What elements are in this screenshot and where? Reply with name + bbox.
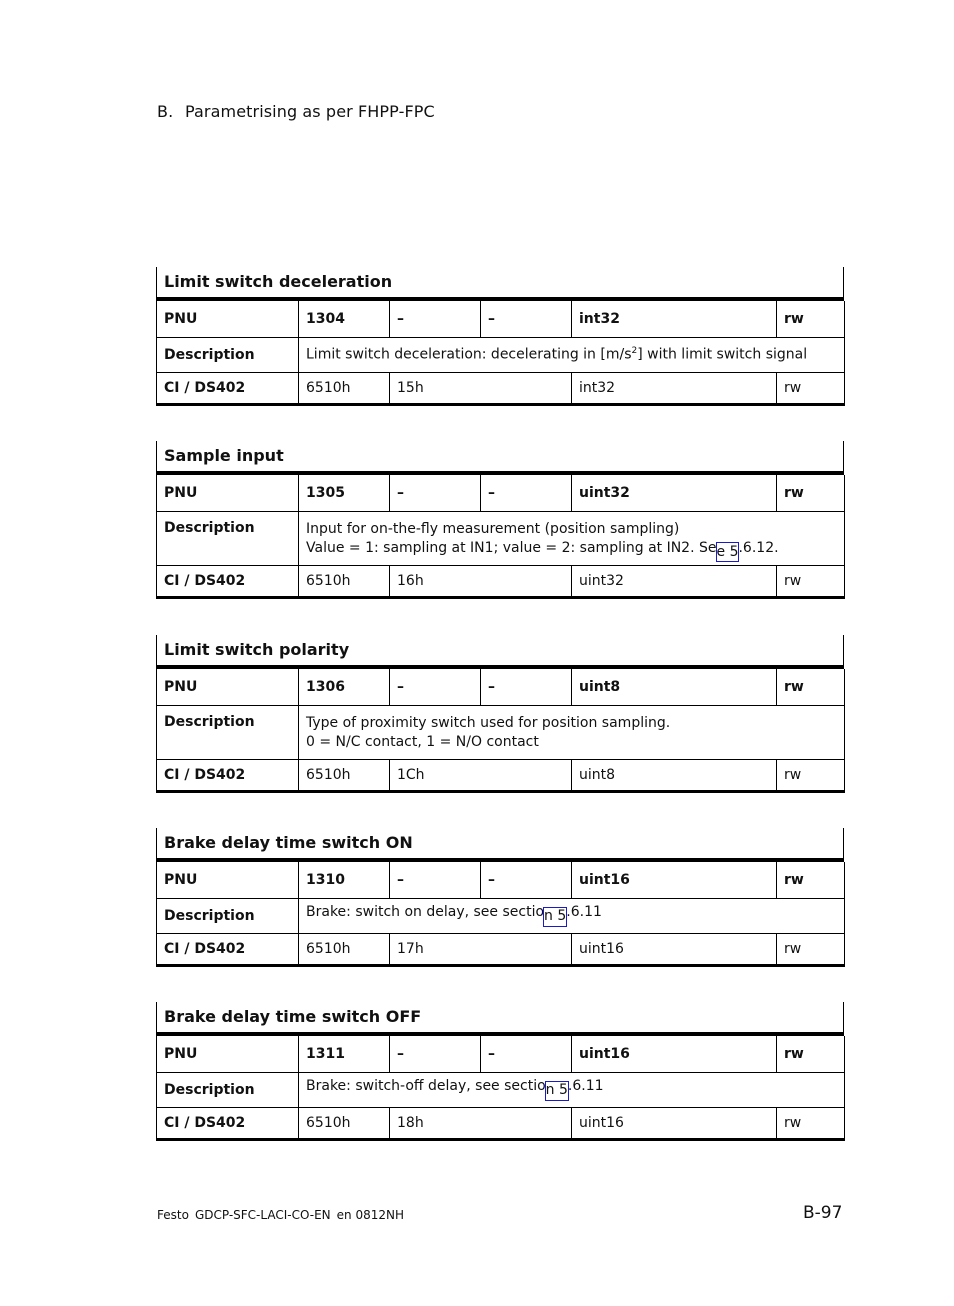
block-title: Limit switch polarity: [156, 635, 844, 669]
pnu-label: PNU: [157, 1036, 299, 1072]
pnu-value: 1305: [299, 475, 390, 511]
pnu-row: [157, 669, 845, 705]
pnu-type: int32: [572, 301, 777, 337]
desc-line-1: Type of proximity switch used for position sampling.: [306, 714, 671, 731]
block-title: Brake delay time switch ON: [156, 828, 844, 862]
ci-access: rw: [777, 565, 845, 597]
ci-row: [157, 759, 845, 791]
param-block-sample-input: [156, 441, 844, 599]
ci-subindex: 15h: [390, 372, 572, 404]
pnu-value: 1306: [299, 669, 390, 705]
footer-doc-id: GDCP-SFC-LACI-CO-EN: [194, 1208, 331, 1222]
desc-pre: Brake: switch-off delay, see sectio: [306, 1078, 546, 1094]
section-header: [157, 102, 435, 121]
desc-post: .6.11: [567, 1078, 604, 1094]
desc-line-1: Input for on-the-fly measurement (position sampling): [306, 520, 680, 537]
description-text: [299, 705, 845, 759]
footer-doc-info: [157, 1208, 410, 1222]
ci-row: [157, 1107, 845, 1139]
block-title: Limit switch deceleration: [156, 267, 844, 301]
ci-access: rw: [777, 933, 845, 965]
footer-version: en 0812NH: [336, 1208, 404, 1222]
pnu-label: PNU: [157, 669, 299, 705]
description-text: [299, 337, 845, 372]
description-row: [157, 898, 845, 933]
pnu-col4: –: [481, 669, 572, 705]
description-text: [299, 511, 845, 565]
desc-pre: Brake: switch on delay, see sectio: [306, 904, 545, 920]
ci-subindex: 16h: [390, 565, 572, 597]
pnu-access: rw: [777, 475, 845, 511]
ci-label: CI / DS402: [157, 933, 299, 965]
desc-pre: Limit switch deceleration: decelerating in [m/s: [306, 346, 632, 363]
description-row: [157, 337, 845, 372]
param-block-limit-switch-polarity: [156, 635, 844, 793]
ci-subindex: 18h: [390, 1107, 572, 1139]
pnu-col4: –: [481, 301, 572, 337]
pnu-col4: –: [481, 1036, 572, 1072]
page-number: B-97: [803, 1203, 843, 1223]
ci-type: int32: [572, 372, 777, 404]
ci-type: uint16: [572, 933, 777, 965]
pnu-type: uint16: [572, 862, 777, 898]
ci-type: uint32: [572, 565, 777, 597]
ci-row: [157, 933, 845, 965]
ci-access: rw: [777, 1107, 845, 1139]
ci-index: 6510h: [299, 1107, 390, 1139]
desc-line-2: [306, 539, 837, 562]
desc-sup: 2: [631, 346, 638, 357]
pnu-row: [157, 1036, 845, 1072]
pnu-value: 1310: [299, 862, 390, 898]
ci-access: rw: [777, 372, 845, 404]
desc-post: .6.11: [566, 904, 602, 920]
pnu-type: uint16: [572, 1036, 777, 1072]
description-row: [157, 705, 845, 759]
section-number: B.: [157, 102, 174, 121]
ci-label: CI / DS402: [157, 565, 299, 597]
param-table: [156, 862, 845, 967]
pnu-col3: –: [390, 669, 481, 705]
desc-line-2-post: .6.12.: [738, 539, 779, 556]
pnu-row: [157, 301, 845, 337]
param-block-brake-delay-off: [156, 1002, 844, 1141]
param-table: [156, 669, 845, 793]
footer-brand: Festo: [157, 1208, 189, 1222]
pnu-label: PNU: [157, 475, 299, 511]
pnu-label: PNU: [157, 301, 299, 337]
pnu-col4: –: [481, 862, 572, 898]
pnu-type: uint8: [572, 669, 777, 705]
ci-index: 6510h: [299, 565, 390, 597]
pnu-access: rw: [777, 862, 845, 898]
pnu-col3: –: [390, 1036, 481, 1072]
pnu-row: [157, 862, 845, 898]
ci-row: [157, 565, 845, 597]
param-table: [156, 475, 845, 599]
pnu-col3: –: [390, 301, 481, 337]
description-row: [157, 1072, 845, 1107]
param-table: [156, 301, 845, 406]
param-block-brake-delay-on: [156, 828, 844, 967]
block-title: Sample input: [156, 441, 844, 475]
description-label: Description: [157, 705, 299, 759]
section-title: Parametrising as per FHPP-FPC: [185, 102, 435, 121]
pnu-access: rw: [777, 301, 845, 337]
pnu-row: [157, 475, 845, 511]
description-label: Description: [157, 1072, 299, 1107]
pnu-access: rw: [777, 669, 845, 705]
param-table: [156, 1036, 845, 1141]
ci-type: uint8: [572, 759, 777, 791]
description-label: Description: [157, 511, 299, 565]
description-row: [157, 511, 845, 565]
pnu-value: 1311: [299, 1036, 390, 1072]
description-text: [299, 898, 845, 933]
description-label: Description: [157, 337, 299, 372]
ci-type: uint16: [572, 1107, 777, 1139]
pnu-col4: –: [481, 475, 572, 511]
description-label: Description: [157, 898, 299, 933]
block-title: Brake delay time switch OFF: [156, 1002, 844, 1036]
desc-post: ] with limit switch signal: [637, 346, 808, 363]
ci-subindex: 17h: [390, 933, 572, 965]
ci-subindex: 1Ch: [390, 759, 572, 791]
section-reference-link[interactable]: n 5: [543, 907, 567, 927]
ci-index: 6510h: [299, 933, 390, 965]
pnu-type: uint32: [572, 475, 777, 511]
pnu-col3: –: [390, 862, 481, 898]
desc-line-2-pre: Value = 1: sampling at IN1; value = 2: sampling at IN2. Se: [306, 539, 717, 556]
pnu-col3: –: [390, 475, 481, 511]
param-block-limit-switch-deceleration: [156, 267, 844, 406]
pnu-label: PNU: [157, 862, 299, 898]
ci-label: CI / DS402: [157, 759, 299, 791]
ci-index: 6510h: [299, 759, 390, 791]
ci-label: CI / DS402: [157, 372, 299, 404]
ci-row: [157, 372, 845, 404]
pnu-value: 1304: [299, 301, 390, 337]
pnu-access: rw: [777, 1036, 845, 1072]
description-text: [299, 1072, 845, 1107]
ci-access: rw: [777, 759, 845, 791]
section-reference-link[interactable]: n 5: [545, 1081, 569, 1101]
ci-label: CI / DS402: [157, 1107, 299, 1139]
section-reference-link[interactable]: e 5: [716, 543, 739, 560]
ci-index: 6510h: [299, 372, 390, 404]
desc-line-2: 0 = N/C contact, 1 = N/O contact: [306, 733, 539, 750]
